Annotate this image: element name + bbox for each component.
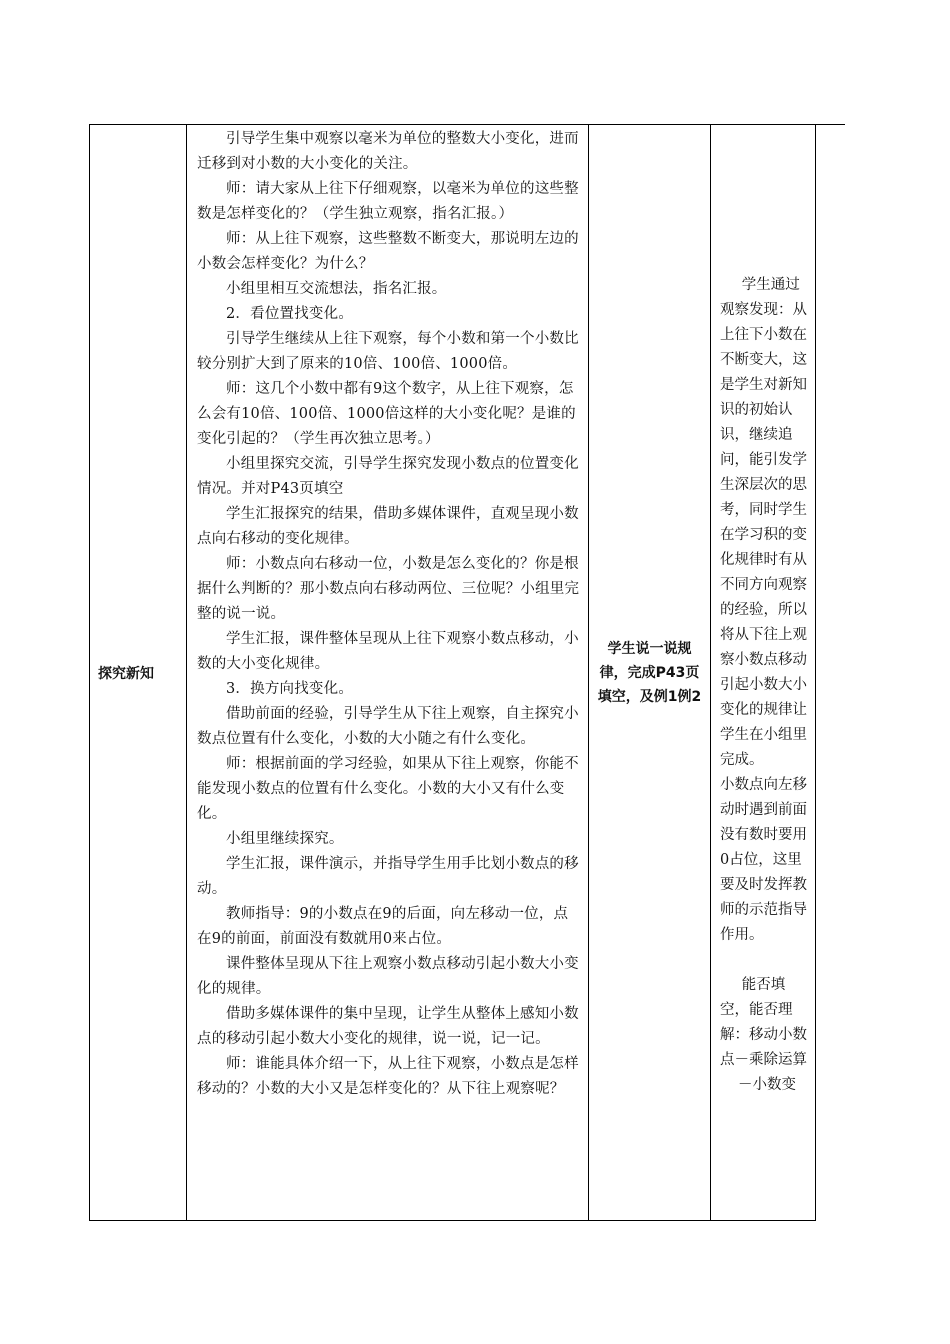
process-paragraph: 师：请大家从上往下仔细观察，以毫米为单位的这些整数是怎样变化的？（学生独立观察，指名汇报。）	[197, 181, 579, 222]
process-paragraph: 课件整体呈现从下往上观察小数点移动引起小数大小变化的规律。	[197, 956, 579, 997]
process-paragraph: 小组里探究交流，引导学生探究发现小数点的位置变化情况。并对P43页填空	[197, 456, 579, 497]
design-intent-paragraph: 小数点向左移动时遇到前面没有数时要用0占位，这里要及时发挥教师的示范指导作用。	[720, 777, 807, 943]
student-activity-text: 学生说一说规律，完成P43页填空，及例1例2	[597, 641, 702, 705]
design-intent-paragraph: －小数变	[738, 1077, 796, 1093]
design-intent-cell	[711, 125, 815, 1221]
design-intent-paragraph: 学生通过观察发现：从上往下小数在不断变大，这是学生对新知识的初始认识，继续追问，能引发学生深层次的思考，同时学生在学习积的变化规律时有从不同方向观察的经验，所以将从下往上观察小数点移动引起小数大小变化的规律让学生在小组里完成。	[720, 277, 807, 768]
process-paragraph: 借助多媒体课件的集中呈现，让学生从整体上感知小数点的移动引起小数大小变化的规律，说一说，记一记。	[197, 1006, 579, 1047]
teaching-process-cell	[187, 125, 588, 1221]
section-label-cell	[90, 125, 187, 1221]
process-paragraph: 小组里相互交流想法，指名汇报。	[226, 281, 447, 297]
col-divider-4	[815, 124, 816, 1221]
design-intent-paragraph: 能否填空，能否理解：移动小数点－乘除运算	[720, 977, 807, 1068]
process-paragraph: 师：小数点向右移动一位，小数是怎么变化的？你是根据什么判断的？那小数点向右移动两位、三位呢？小组里完整的说一说。	[197, 556, 580, 622]
process-paragraph: 2．看位置找变化。	[226, 306, 354, 322]
process-paragraph: 教师指导：9的小数点在9的后面，向左移动一位，点在9的前面，前面没有数就用0来占位。	[197, 906, 569, 947]
process-paragraph: 小组里继续探究。	[226, 831, 344, 847]
process-paragraph: 3．换方向找变化。	[226, 681, 354, 697]
process-paragraph: 学生汇报探究的结果，借助多媒体课件，直观呈现小数点向右移动的变化规律。	[197, 506, 579, 547]
process-paragraph: 学生汇报，课件演示，并指导学生用手比划小数点的移动。	[197, 856, 579, 897]
student-activity-cell	[588, 125, 711, 1221]
process-paragraph: 借助前面的经验，引导学生从下往上观察，自主探究小数点位置有什么变化，小数的大小随之有什么变化。	[197, 706, 579, 747]
process-paragraph: 师：谁能具体介绍一下，从上往下观察，小数点是怎样移动的？小数的大小又是怎样变化的？从下往上观察呢？	[197, 1056, 579, 1097]
process-paragraph: 引导学生集中观察以毫米为单位的整数大小变化，进而迁移到对小数的大小变化的关注。	[197, 131, 579, 172]
process-paragraph: 师：根据前面的学习经验，如果从下往上观察，你能不能发现小数点的位置有什么变化。小数的大小又有什么变化。	[197, 756, 579, 822]
process-paragraph: 师：这几个小数中都有9这个数字，从上往下观察，怎么会有10倍、100倍、1000倍这样的大小变化呢？是谁的变化引起的？（学生再次独立思考。）	[197, 381, 576, 447]
process-paragraph: 师：从上往下观察，这些整数不断变大，那说明左边的小数会怎样变化？为什么？	[197, 231, 579, 272]
section-label: 探究新知	[98, 666, 154, 682]
process-paragraph: 学生汇报，课件整体呈现从上往下观察小数点移动，小数的大小变化规律。	[197, 631, 579, 672]
process-paragraph: 引导学生继续从上往下观察，每个小数和第一个小数比较分别扩大到了原来的10倍、100倍、1000倍。	[197, 331, 579, 372]
